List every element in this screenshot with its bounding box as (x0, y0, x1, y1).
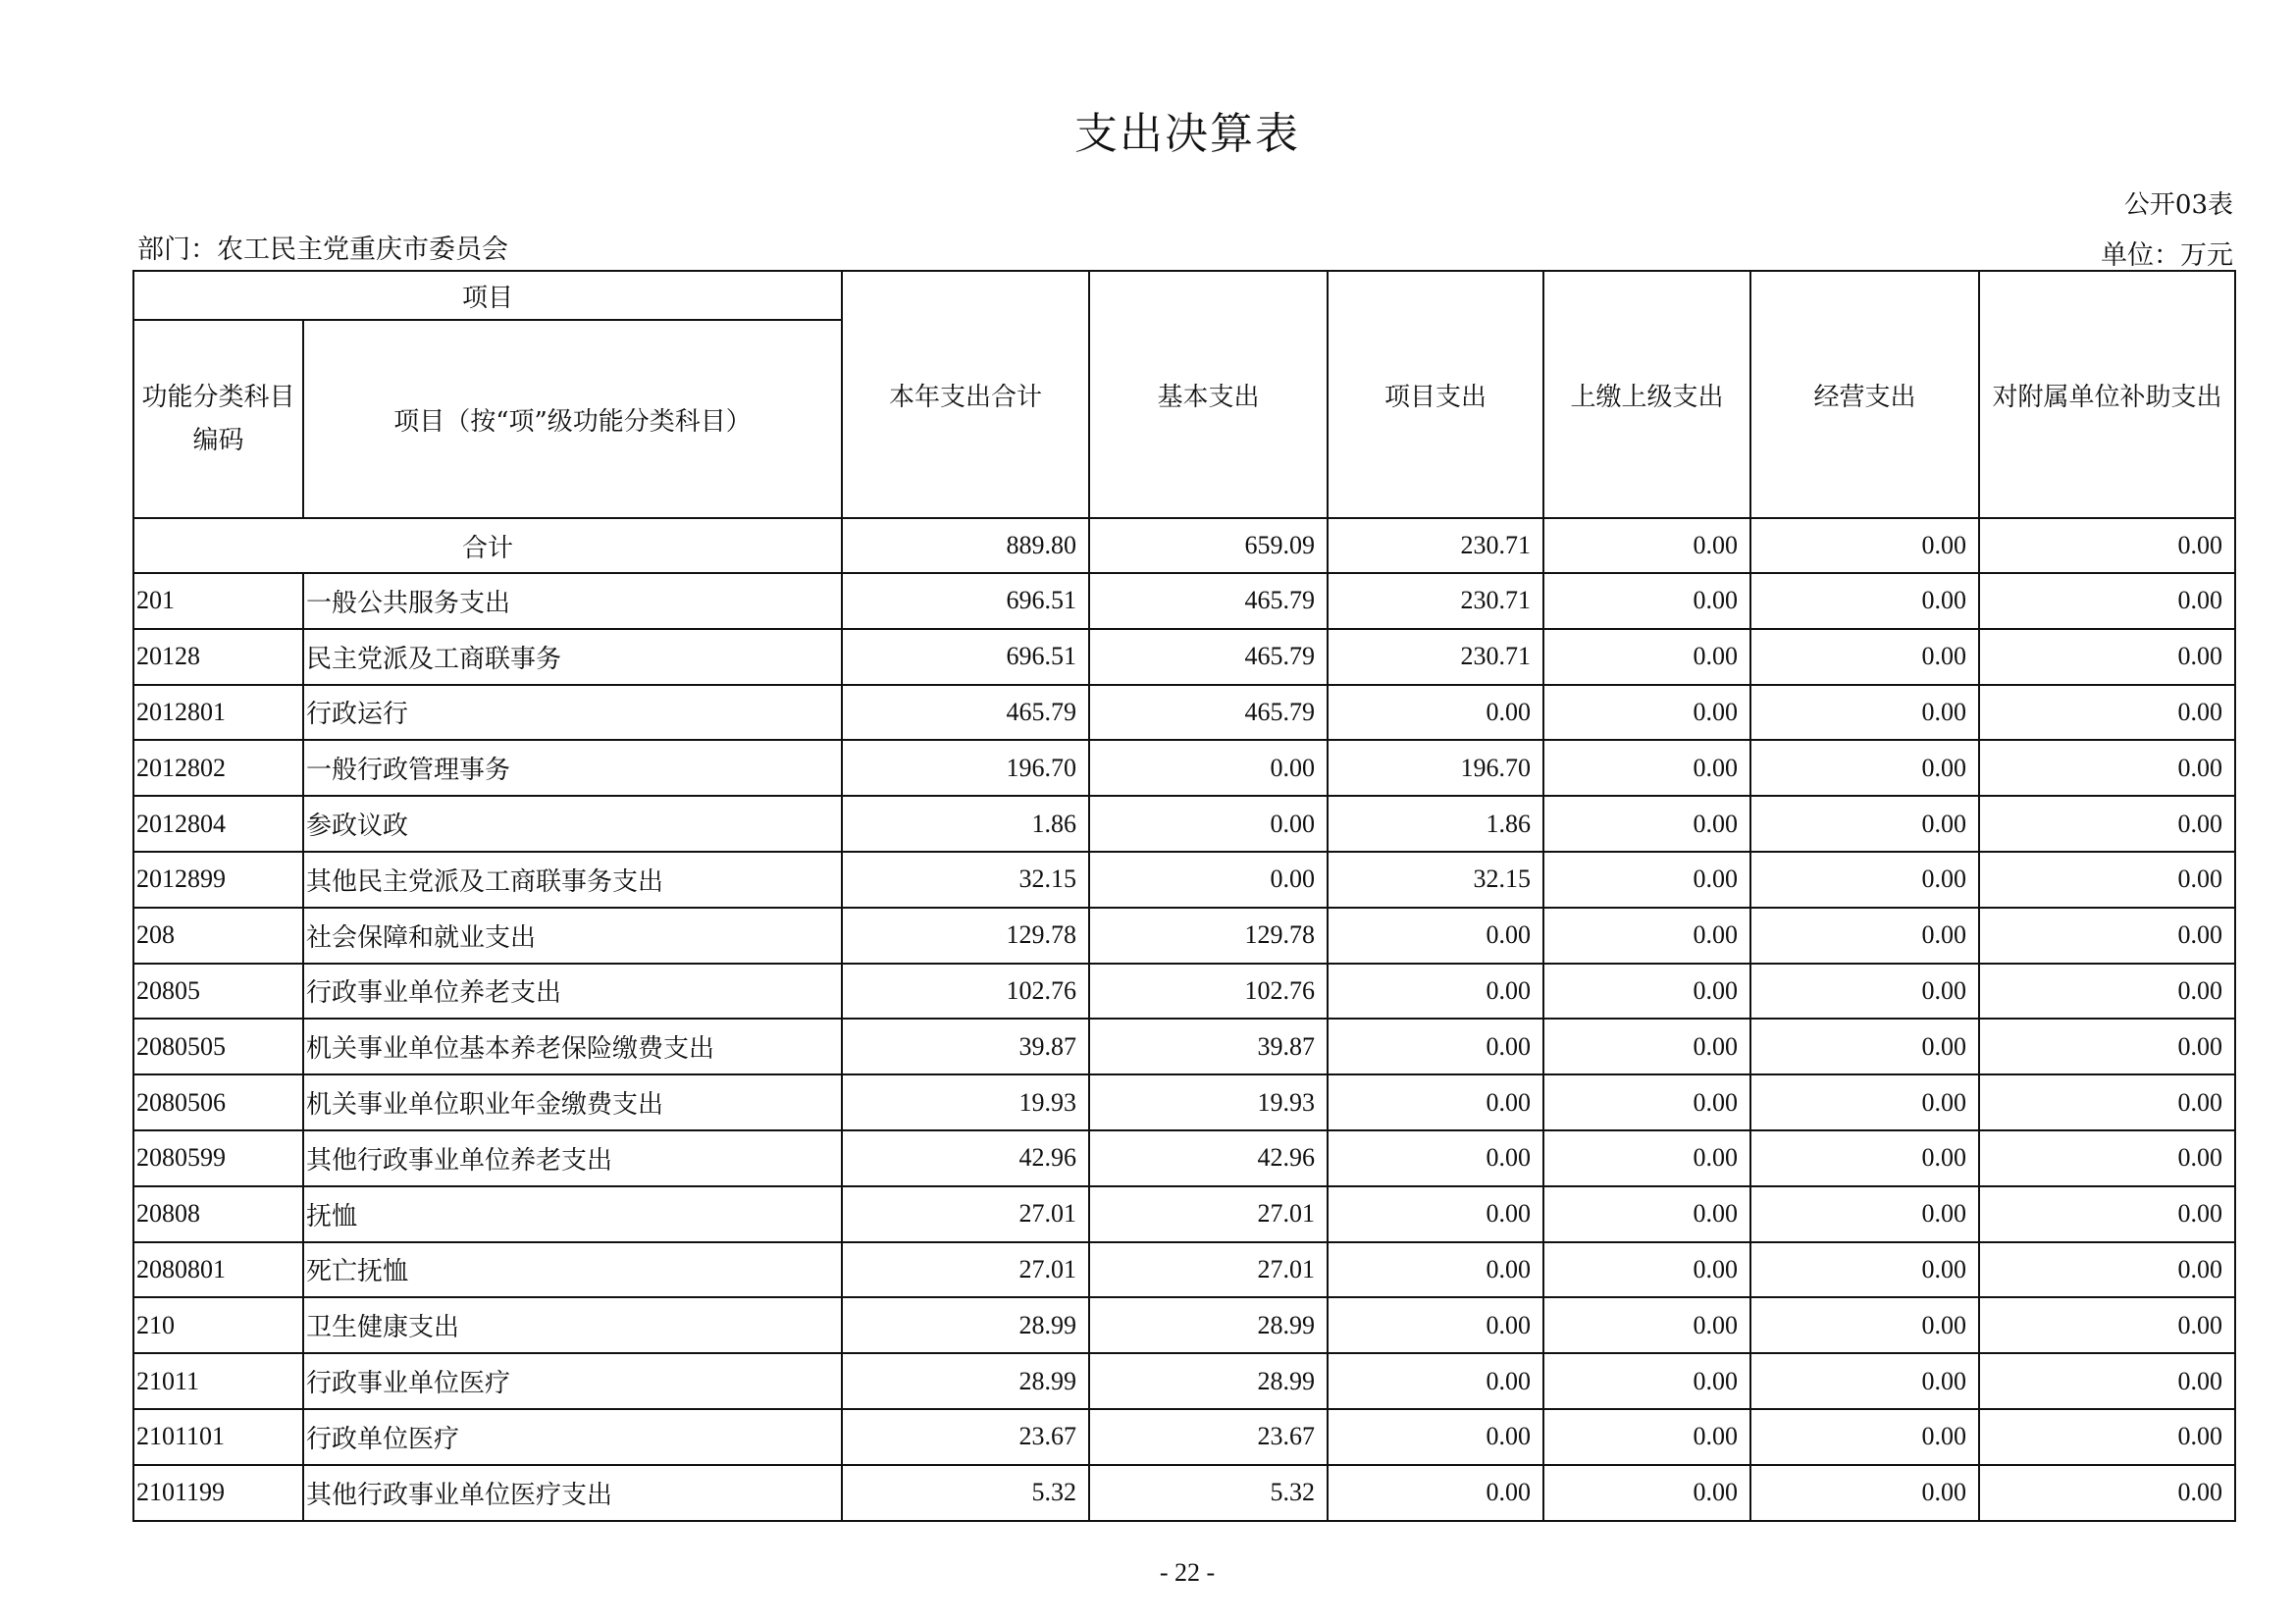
row-value: 0.00 (1543, 1130, 1750, 1186)
row-code: 2080599 (133, 1130, 303, 1186)
row-value: 0.00 (1328, 1297, 1543, 1353)
table-row (133, 1353, 2235, 1409)
row-value: 0.00 (1089, 852, 1328, 908)
row-code: 201 (133, 573, 303, 629)
row-value: 0.00 (1543, 1242, 1750, 1298)
total-row (133, 518, 2235, 573)
row-name: 抚恤 (303, 1186, 842, 1242)
row-value: 102.76 (1089, 964, 1328, 1020)
row-value: 28.99 (842, 1297, 1089, 1353)
row-value: 0.00 (1543, 1019, 1750, 1074)
row-name: 行政单位医疗 (303, 1409, 842, 1465)
row-value: 0.00 (1750, 852, 1979, 908)
table-row (133, 852, 2235, 908)
table-row (133, 1186, 2235, 1242)
table-row (133, 796, 2235, 852)
row-value: 696.51 (842, 573, 1089, 629)
table-row (133, 629, 2235, 685)
row-value: 39.87 (1089, 1019, 1328, 1074)
row-value: 465.79 (842, 685, 1089, 741)
row-value: 465.79 (1089, 629, 1328, 685)
row-value: 1.86 (842, 796, 1089, 852)
row-value: 0.00 (1328, 685, 1543, 741)
row-value: 0.00 (1543, 908, 1750, 964)
row-value: 0.00 (1979, 1019, 2235, 1074)
row-value: 1.86 (1328, 796, 1543, 852)
row-value: 5.32 (842, 1465, 1089, 1521)
row-value: 0.00 (1979, 1242, 2235, 1298)
row-value: 0.00 (1543, 740, 1750, 796)
row-value: 27.01 (842, 1186, 1089, 1242)
row-value: 0.00 (1979, 1074, 2235, 1130)
total-value: 889.80 (842, 518, 1089, 573)
row-value: 0.00 (1979, 1297, 2235, 1353)
row-value: 0.00 (1750, 1242, 1979, 1298)
row-value: 0.00 (1750, 1297, 1979, 1353)
row-value: 0.00 (1543, 685, 1750, 741)
row-value: 230.71 (1328, 573, 1543, 629)
row-code: 2101199 (133, 1465, 303, 1521)
row-code: 2080505 (133, 1019, 303, 1074)
row-value: 27.01 (842, 1242, 1089, 1298)
row-value: 0.00 (1328, 1242, 1543, 1298)
row-value: 42.96 (842, 1130, 1089, 1186)
row-value: 0.00 (1979, 796, 2235, 852)
row-name: 行政运行 (303, 685, 842, 741)
table-row (133, 1465, 2235, 1521)
row-value: 0.00 (1543, 1186, 1750, 1242)
row-value: 0.00 (1750, 685, 1979, 741)
table-row (133, 1074, 2235, 1130)
row-value: 19.93 (1089, 1074, 1328, 1130)
row-value: 0.00 (1328, 908, 1543, 964)
row-value: 0.00 (1543, 1297, 1750, 1353)
header-basic: 基本支出 (1089, 271, 1328, 518)
row-name: 社会保障和就业支出 (303, 908, 842, 964)
row-value: 0.00 (1543, 629, 1750, 685)
form-number: 公开03表 (2123, 190, 2233, 220)
row-value: 0.00 (1328, 1186, 1543, 1242)
row-value: 0.00 (1543, 573, 1750, 629)
row-name: 行政事业单位医疗 (303, 1353, 842, 1409)
page-title: 支出决算表 (1074, 109, 1300, 159)
row-name: 行政事业单位养老支出 (303, 964, 842, 1020)
header-project: 项目支出 (1328, 271, 1543, 518)
table-row (133, 964, 2235, 1020)
row-value: 0.00 (1979, 908, 2235, 964)
row-name: 机关事业单位基本养老保险缴费支出 (303, 1019, 842, 1074)
row-value: 5.32 (1089, 1465, 1328, 1521)
row-value: 0.00 (1979, 1465, 2235, 1521)
row-value: 23.67 (1089, 1409, 1328, 1465)
total-value: 0.00 (1979, 518, 2235, 573)
row-code: 2080801 (133, 1242, 303, 1298)
row-value: 0.00 (1750, 1130, 1979, 1186)
row-value: 0.00 (1089, 740, 1328, 796)
row-value: 0.00 (1750, 573, 1979, 629)
row-value: 0.00 (1979, 685, 2235, 741)
row-value: 0.00 (1543, 1465, 1750, 1521)
header-name: 项目（按“项”级功能分类科目） (303, 320, 842, 518)
total-value: 659.09 (1089, 518, 1328, 573)
row-value: 27.01 (1089, 1242, 1328, 1298)
row-value: 0.00 (1543, 852, 1750, 908)
row-value: 0.00 (1979, 852, 2235, 908)
header-remit-superior: 上缴上级支出 (1543, 271, 1750, 518)
row-value: 0.00 (1750, 908, 1979, 964)
row-value: 27.01 (1089, 1186, 1328, 1242)
row-value: 0.00 (1328, 1409, 1543, 1465)
row-name: 民主党派及工商联事务 (303, 629, 842, 685)
row-value: 0.00 (1979, 1353, 2235, 1409)
row-code: 2080506 (133, 1074, 303, 1130)
table-row (133, 740, 2235, 796)
row-value: 0.00 (1328, 1465, 1543, 1521)
row-value: 196.70 (1328, 740, 1543, 796)
row-value: 32.15 (1328, 852, 1543, 908)
page-number: - 22 - (1159, 1558, 1216, 1587)
header-code: 功能分类科目编码 (133, 320, 303, 518)
total-label: 合计 (133, 518, 842, 573)
row-name: 死亡抚恤 (303, 1242, 842, 1298)
row-name: 参政议政 (303, 796, 842, 852)
row-value: 0.00 (1750, 740, 1979, 796)
table-row (133, 685, 2235, 741)
row-value: 0.00 (1979, 740, 2235, 796)
row-value: 0.00 (1750, 629, 1979, 685)
row-value: 230.71 (1328, 629, 1543, 685)
row-value: 0.00 (1979, 629, 2235, 685)
row-value: 0.00 (1750, 1353, 1979, 1409)
table-row (133, 1409, 2235, 1465)
row-value: 0.00 (1328, 1019, 1543, 1074)
row-value: 696.51 (842, 629, 1089, 685)
row-value: 0.00 (1089, 796, 1328, 852)
row-value: 39.87 (842, 1019, 1089, 1074)
row-value: 28.99 (1089, 1297, 1328, 1353)
row-value: 0.00 (1750, 1074, 1979, 1130)
row-code: 20805 (133, 964, 303, 1020)
row-code: 2101101 (133, 1409, 303, 1465)
header-operating: 经营支出 (1750, 271, 1979, 518)
table-row (133, 573, 2235, 629)
row-value: 0.00 (1328, 964, 1543, 1020)
row-name: 一般行政管理事务 (303, 740, 842, 796)
table-row (133, 1242, 2235, 1298)
row-name: 其他行政事业单位养老支出 (303, 1130, 842, 1186)
row-code: 21011 (133, 1353, 303, 1409)
row-name: 其他民主党派及工商联事务支出 (303, 852, 842, 908)
row-value: 129.78 (842, 908, 1089, 964)
row-value: 0.00 (1750, 1186, 1979, 1242)
row-value: 23.67 (842, 1409, 1089, 1465)
row-value: 0.00 (1543, 1409, 1750, 1465)
row-value: 0.00 (1543, 796, 1750, 852)
row-value: 0.00 (1979, 573, 2235, 629)
header-item-group: 项目 (133, 271, 842, 320)
row-value: 42.96 (1089, 1130, 1328, 1186)
row-value: 28.99 (842, 1353, 1089, 1409)
row-value: 0.00 (1328, 1353, 1543, 1409)
row-value: 0.00 (1979, 1186, 2235, 1242)
row-value: 102.76 (842, 964, 1089, 1020)
table-row (133, 1130, 2235, 1186)
table-row (133, 1297, 2235, 1353)
row-code: 208 (133, 908, 303, 964)
row-value: 0.00 (1979, 1409, 2235, 1465)
row-value: 0.00 (1328, 1130, 1543, 1186)
row-name: 其他行政事业单位医疗支出 (303, 1465, 842, 1521)
row-value: 0.00 (1543, 964, 1750, 1020)
row-value: 0.00 (1750, 1019, 1979, 1074)
table-row (133, 908, 2235, 964)
row-code: 2012801 (133, 685, 303, 741)
row-value: 0.00 (1543, 1353, 1750, 1409)
expenditure-table (132, 270, 2236, 1522)
row-code: 2012899 (133, 852, 303, 908)
row-code: 2012804 (133, 796, 303, 852)
row-value: 0.00 (1979, 1130, 2235, 1186)
row-code: 2012802 (133, 740, 303, 796)
row-value: 465.79 (1089, 685, 1328, 741)
row-value: 32.15 (842, 852, 1089, 908)
row-value: 0.00 (1750, 1409, 1979, 1465)
row-name: 卫生健康支出 (303, 1297, 842, 1353)
row-value: 465.79 (1089, 573, 1328, 629)
department-label: 部门：农工民主党重庆市委员会 (137, 235, 508, 265)
row-value: 0.00 (1750, 964, 1979, 1020)
total-value: 230.71 (1328, 518, 1543, 573)
header-subsidiary-subsidy: 对附属单位补助支出 (1979, 271, 2235, 518)
row-value: 129.78 (1089, 908, 1328, 964)
header-total: 本年支出合计 (842, 271, 1089, 518)
row-value: 28.99 (1089, 1353, 1328, 1409)
row-name: 一般公共服务支出 (303, 573, 842, 629)
row-value: 0.00 (1328, 1074, 1543, 1130)
row-code: 20128 (133, 629, 303, 685)
row-value: 196.70 (842, 740, 1089, 796)
row-code: 20808 (133, 1186, 303, 1242)
row-value: 0.00 (1979, 964, 2235, 1020)
unit-label: 单位：万元 (2101, 240, 2233, 271)
row-value: 0.00 (1750, 1465, 1979, 1521)
table-row (133, 1019, 2235, 1074)
row-value: 19.93 (842, 1074, 1089, 1130)
total-value: 0.00 (1543, 518, 1750, 573)
row-name: 机关事业单位职业年金缴费支出 (303, 1074, 842, 1130)
row-value: 0.00 (1543, 1074, 1750, 1130)
row-code: 210 (133, 1297, 303, 1353)
total-value: 0.00 (1750, 518, 1979, 573)
row-value: 0.00 (1750, 796, 1979, 852)
